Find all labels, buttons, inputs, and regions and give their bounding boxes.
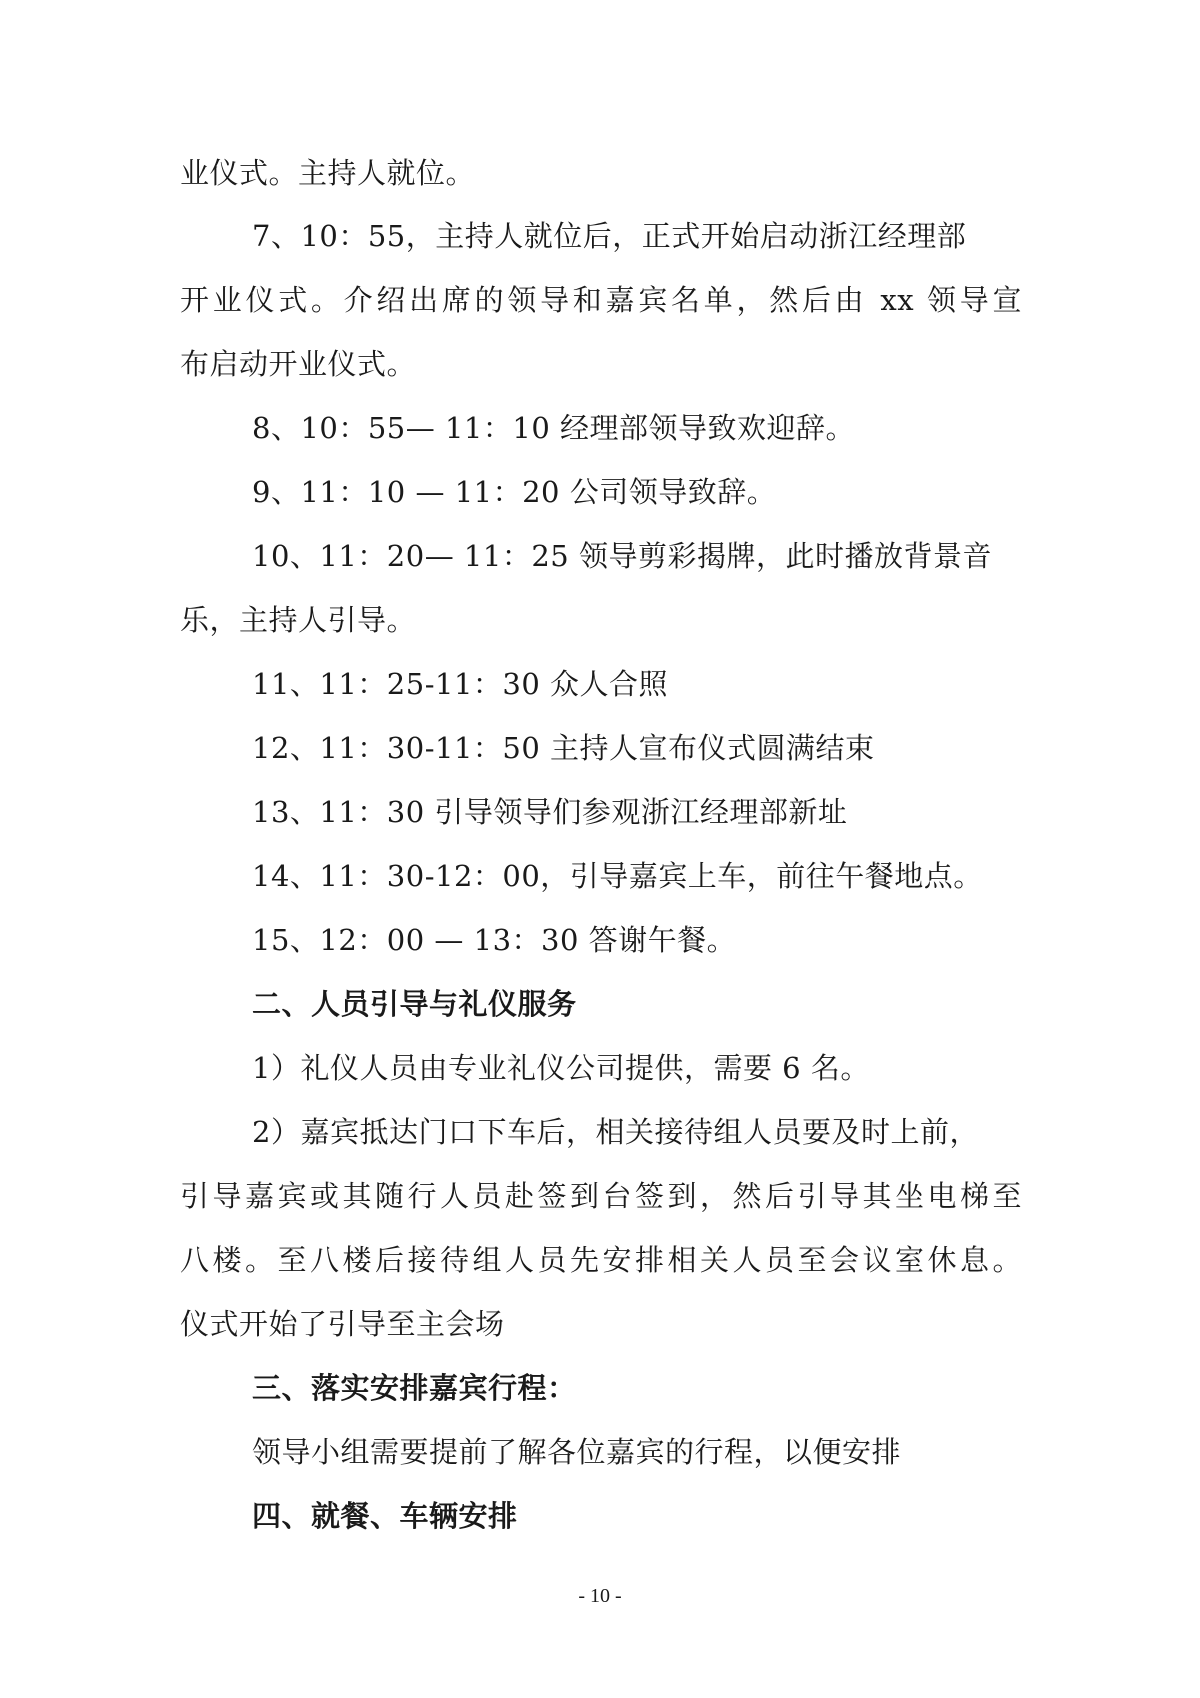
etiquette-item-2: 2）嘉宾抵达门口下车后，相关接待组人员要及时上前， xyxy=(252,1115,979,1149)
paragraph-line: 引导嘉宾或其随行人员赴签到台签到，然后引导其坐电梯至 xyxy=(180,1179,1022,1213)
section-heading-4: 四、就餐、车辆安排 xyxy=(252,1499,518,1533)
schedule-item-13: 13、11：30 引导领导们参观浙江经理部新址 xyxy=(252,795,848,829)
paragraph-line: 开业仪式。介绍出席的领导和嘉宾名单，然后由 xx 领导宣 xyxy=(180,283,1022,317)
paragraph-line: 业仪式。主持人就位。 xyxy=(180,156,476,190)
schedule-item-12: 12、11：30-11：50 主持人宣布仪式圆满结束 xyxy=(252,731,875,765)
schedule-item-11: 11、11：25-11：30 众人合照 xyxy=(252,667,669,701)
page-number: - 10 - xyxy=(578,1585,622,1607)
paragraph-line: 布启动开业仪式。 xyxy=(180,347,417,381)
paragraph-line: 领导小组需要提前了解各位嘉宾的行程，以便安排 xyxy=(252,1435,902,1469)
schedule-item-15: 15、12：00 — 13：30 答谢午餐。 xyxy=(252,923,737,957)
section-heading-2: 二、人员引导与礼仪服务 xyxy=(252,987,577,1021)
schedule-item-8: 8、10：55— 11：10 经理部领导致欢迎辞。 xyxy=(252,411,855,445)
schedule-item-7: 7、10：55，主持人就位后，正式开始启动浙江经理部 xyxy=(252,219,967,253)
paragraph-line: 八楼。至八楼后接待组人员先安排相关人员至会议室休息。 xyxy=(180,1243,1022,1277)
section-heading-3: 三、落实安排嘉宾行程： xyxy=(252,1371,577,1405)
schedule-item-9: 9、11：10 — 11：20 公司领导致辞。 xyxy=(252,475,777,509)
etiquette-item-1: 1）礼仪人员由专业礼仪公司提供，需要 6 名。 xyxy=(252,1051,870,1085)
schedule-item-14: 14、11：30-12：00，引导嘉宾上车，前往午餐地点。 xyxy=(252,859,983,893)
paragraph-line: 乐，主持人引导。 xyxy=(180,603,417,637)
schedule-item-10: 10、11：20— 11：25 领导剪彩揭牌，此时播放背景音 xyxy=(252,539,992,573)
paragraph-line: 仪式开始了引导至主会场 xyxy=(180,1307,505,1341)
